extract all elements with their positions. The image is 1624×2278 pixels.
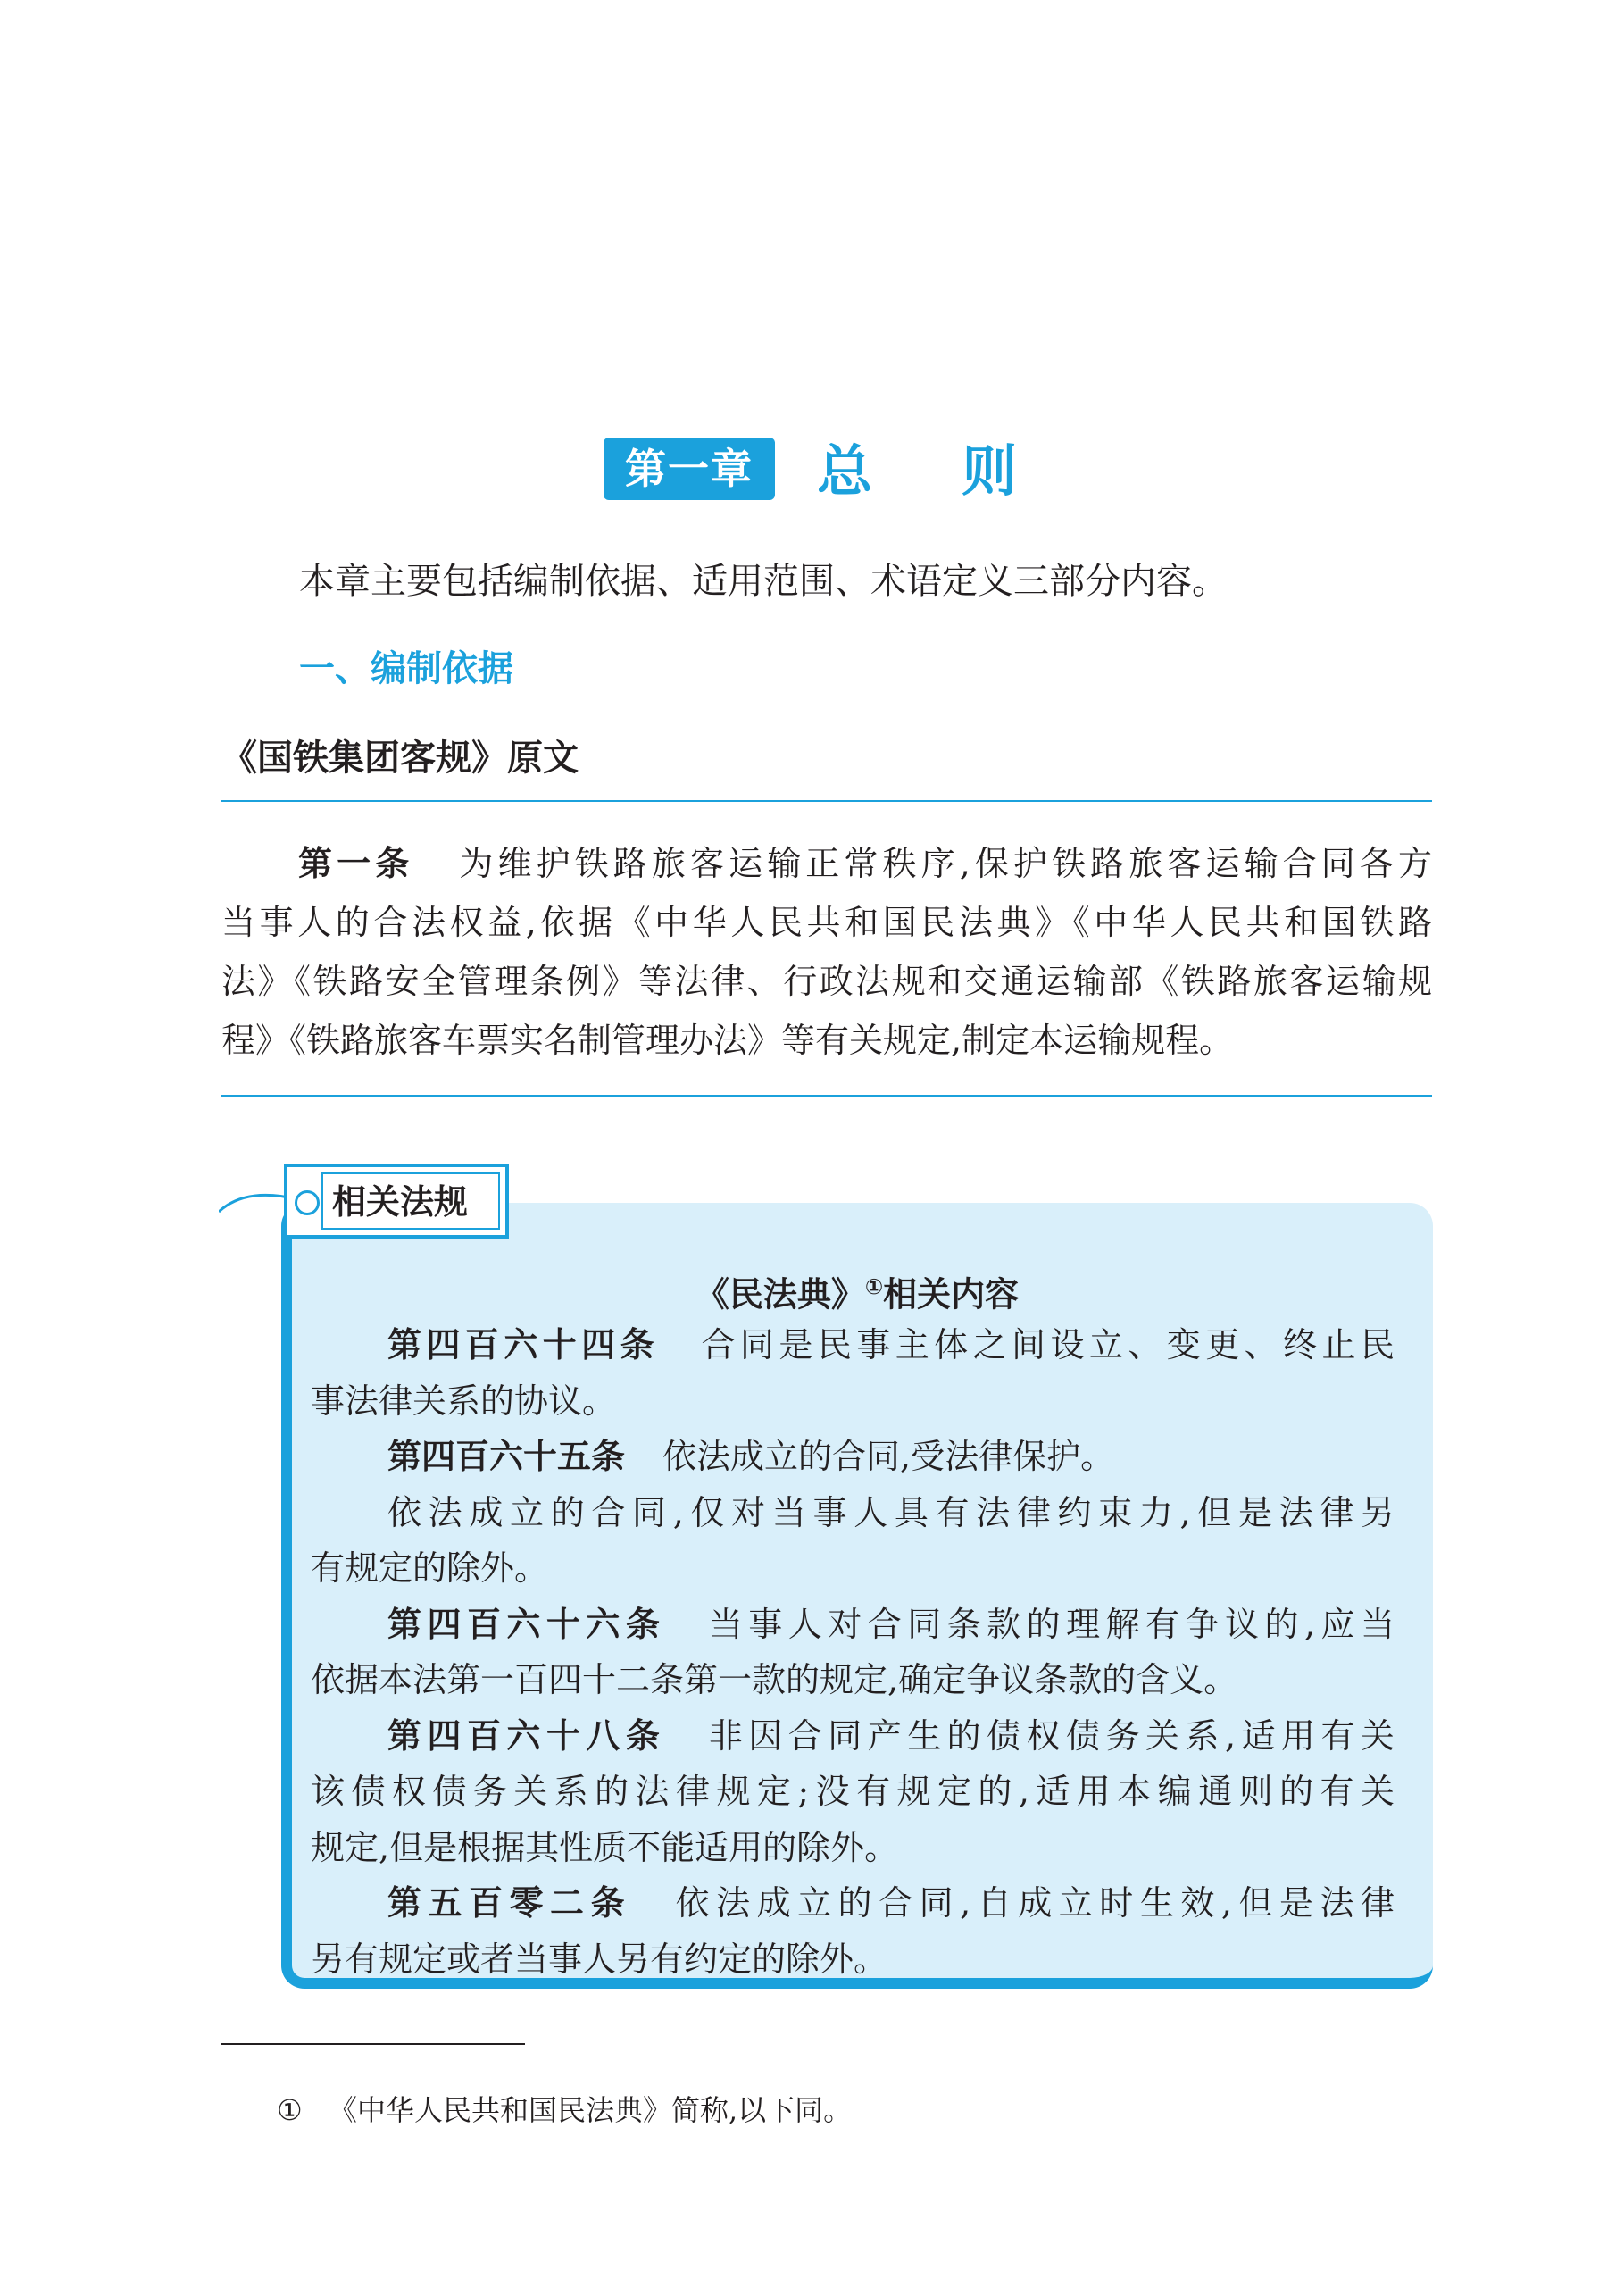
article-1-line: 当事人的合法权益,依据《中华人民共和国民法典》《中华人民共和国铁路 <box>221 903 1432 942</box>
tag-hole-icon <box>295 1190 320 1215</box>
law-article-text: 依法成立的合同,自成立时生效,但是法律 <box>669 1883 1395 1923</box>
law-article-number: 第五百零二条 <box>387 1883 632 1923</box>
chapter-heading <box>0 438 1624 509</box>
article-1 <box>221 834 1432 1070</box>
related-laws-tag-label: 相关法规 <box>332 1182 469 1222</box>
footnote-marker: ① <box>277 2093 303 2127</box>
article-1-line: 程》《铁路旅客车票实名制管理办法》等有关规定,制定本运输规程。 <box>221 1021 1234 1060</box>
footnote-text: 《中华人民共和国民法典》简称,以下同。 <box>329 2093 853 2127</box>
law-article-line: 依法成立的合同,仅对当事人具有法律约束力,但是法律另 <box>387 1492 1395 1532</box>
footnote-ref: ① <box>864 1274 884 1299</box>
law-article-line: 另有规定或者当事人另有约定的除外。 <box>311 1939 888 1979</box>
law-article-line: 该债权债务关系的法律规定;没有规定的,适用本编通则的有关 <box>311 1772 1395 1811</box>
law-article-number: 第四百六十六条 <box>387 1604 666 1644</box>
law-article-line: 依据本法第一百四十二条第一款的规定,确定争议条款的含义。 <box>311 1660 1238 1699</box>
law-article-line: 有规定的除外。 <box>311 1548 549 1588</box>
article-1-text: 为维护铁路旅客运输正常秩序,保护铁路旅客运输合同各方 <box>454 844 1432 883</box>
law-article-text: 当事人对合同条款的理解有争议的,应当 <box>703 1604 1395 1644</box>
law-article-number: 第四百六十八条 <box>387 1715 666 1756</box>
article-1-line: 法》《铁路安全管理条例》等法律、行政法规和交通运输部《铁路旅客运输规 <box>221 962 1432 1001</box>
law-article-468 <box>311 1708 1395 1765</box>
article-1-number: 第一条 <box>298 844 414 883</box>
law-article-text: 非因合同产生的债权债务关系,适用有关 <box>703 1715 1395 1756</box>
divider-bottom <box>221 1095 1432 1097</box>
law-title-suffix: 相关内容 <box>883 1274 1020 1314</box>
chapter-badge: 第一章 <box>604 438 775 500</box>
law-article-line: 事法律关系的协议。 <box>311 1381 617 1421</box>
related-laws-title <box>281 1261 1433 1321</box>
law-article-number: 第四百六十五条 <box>387 1437 626 1476</box>
law-article-line: 规定,但是根据其性质不能适用的除外。 <box>311 1827 899 1867</box>
source-heading: 《国铁集团客规》原文 <box>221 738 579 779</box>
footnote <box>277 2090 852 2131</box>
section-heading: 一、编制依据 <box>299 648 513 689</box>
article-1-line <box>221 834 1432 893</box>
law-article-502 <box>311 1875 1395 1932</box>
chapter-intro: 本章主要包括编制依据、适用范围、术语定义三部分内容。 <box>299 561 1228 602</box>
law-article-464 <box>311 1317 1395 1373</box>
law-article-465 <box>311 1429 1395 1485</box>
divider-top <box>221 800 1432 802</box>
footnote-divider <box>221 2043 525 2045</box>
law-article-number: 第四百六十四条 <box>387 1325 660 1364</box>
law-article-text: 合同是民事主体之间设立、变更、终止民 <box>696 1325 1395 1364</box>
law-article-text: 依法成立的合同,受法律保护。 <box>662 1437 1115 1476</box>
chapter-title: 总则 <box>817 438 1107 504</box>
law-title-name: 《民法典》 <box>695 1274 865 1314</box>
law-article-466 <box>311 1597 1395 1653</box>
related-laws-body <box>311 1317 1395 1987</box>
